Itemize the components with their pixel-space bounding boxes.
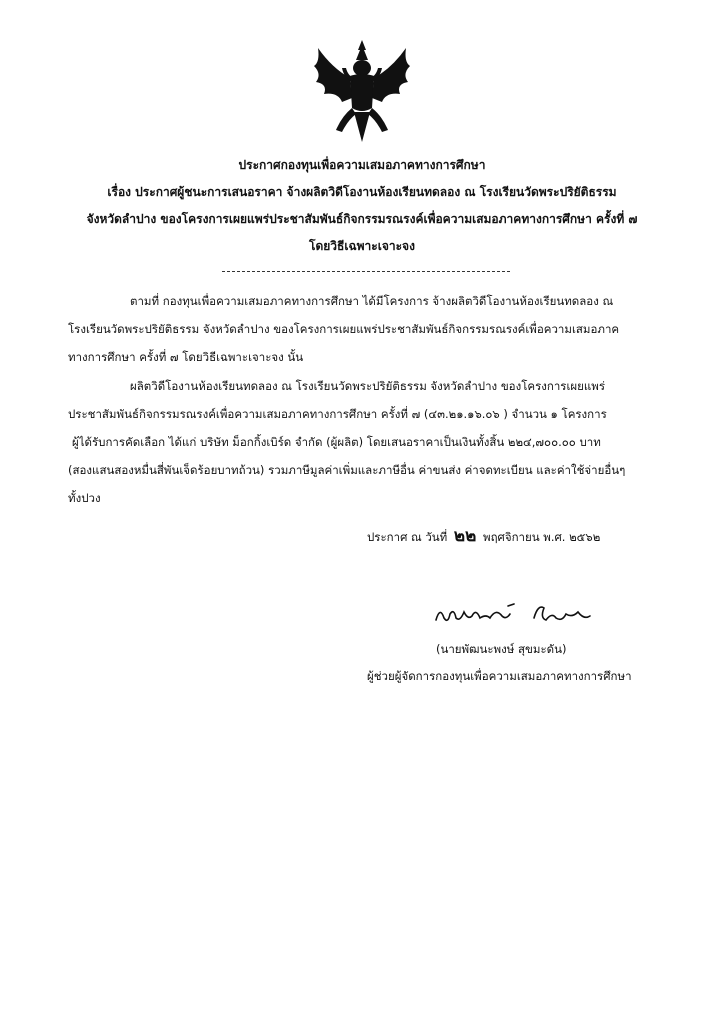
- announcement-date: [367, 528, 600, 545]
- document-subject: เรื่อง ประกาศผู้ชนะการเสนอราคา จ้างผลิตวิดีโองานห้องเรียนทดลอง ณ โรงเรียนวัดพระปริยัติธรรม: [107, 185, 617, 199]
- announcement-date-day: ๒๒: [453, 526, 477, 546]
- paragraph-line: ประชาสัมพันธ์กิจกรรมรณรงค์เพื่อความเสมอภาคทางการศึกษา ครั้งที่ ๗ (๔๓.๒๑.๑๖.๐๖ ) จำนวน ๑ โครงการ: [68, 407, 607, 421]
- document-heading: ประกาศกองทุนเพื่อความเสมอภาคทางการศึกษา: [238, 158, 486, 172]
- paragraph-line: ผลิตวิดีโองานห้องเรียนทดลอง ณ โรงเรียนวัดพระปริยัติธรรม จังหวัดลำปาง ของโครงการเผยแพร่: [130, 379, 606, 393]
- garuda-emblem-icon: [302, 38, 422, 144]
- paragraph-line: ทางการศึกษา ครั้งที่ ๗ โดยวิธีเฉพาะเจาะจง นั้น: [68, 350, 304, 364]
- signatory-position: ผู้ช่วยผู้จัดการกองทุนเพื่อความเสมอภาคทางการศึกษา: [367, 669, 632, 683]
- paragraph-line: ทั้งปวง: [68, 491, 101, 505]
- document-subject-cont: จังหวัดลำปาง ของโครงการเผยแพร่ประชาสัมพันธ์กิจกรรมรณรงค์เพื่อความเสมอภาคทางการศึกษา ครั้งที่ ๗: [86, 212, 638, 226]
- document-method: โดยวิธีเฉพาะเจาะจง: [309, 239, 415, 253]
- announcement-date-prefix: ประกาศ ณ วันที่: [367, 530, 448, 544]
- handwritten-signature: [430, 598, 600, 630]
- paragraph-line: โรงเรียนวัดพระปริยัติธรรม จังหวัดลำปาง ของโครงการเผยแพร่ประชาสัมพันธ์กิจกรรมรณรงค์เพื่อความเสมอภาค: [68, 322, 620, 336]
- heading-divider: [222, 271, 510, 272]
- paragraph-line: ตามที่ กองทุนเพื่อความเสมอภาคทางการศึกษา ได้มีโครงการ จ้างผลิตวิดีโองานห้องเรียนทดลอง ณ: [130, 294, 614, 308]
- announcement-date-suffix: พฤศจิกายน พ.ศ. ๒๕๖๒: [483, 530, 601, 544]
- paragraph-line: ผู้ได้รับการคัดเลือก ได้แก่ บริษัท ม็อกกิ้งเบิร์ด จำกัด (ผู้ผลิต) โดยเสนอราคาเป็นเงินทั้งสิ้น ๒๒๔,๗๐๐.๐๐ บาท: [72, 435, 601, 449]
- paragraph-line: (สองแสนสองหมื่นสี่พันเจ็ดร้อยบาทถ้วน) รวมภาษีมูลค่าเพิ่มและภาษีอื่น ค่าขนส่ง ค่าจดทะเบียน และค่าใช้จ่ายอื่นๆ: [68, 463, 626, 477]
- signatory-name: (นายพัฒนะพงษ์ สุขมะดัน): [436, 642, 567, 656]
